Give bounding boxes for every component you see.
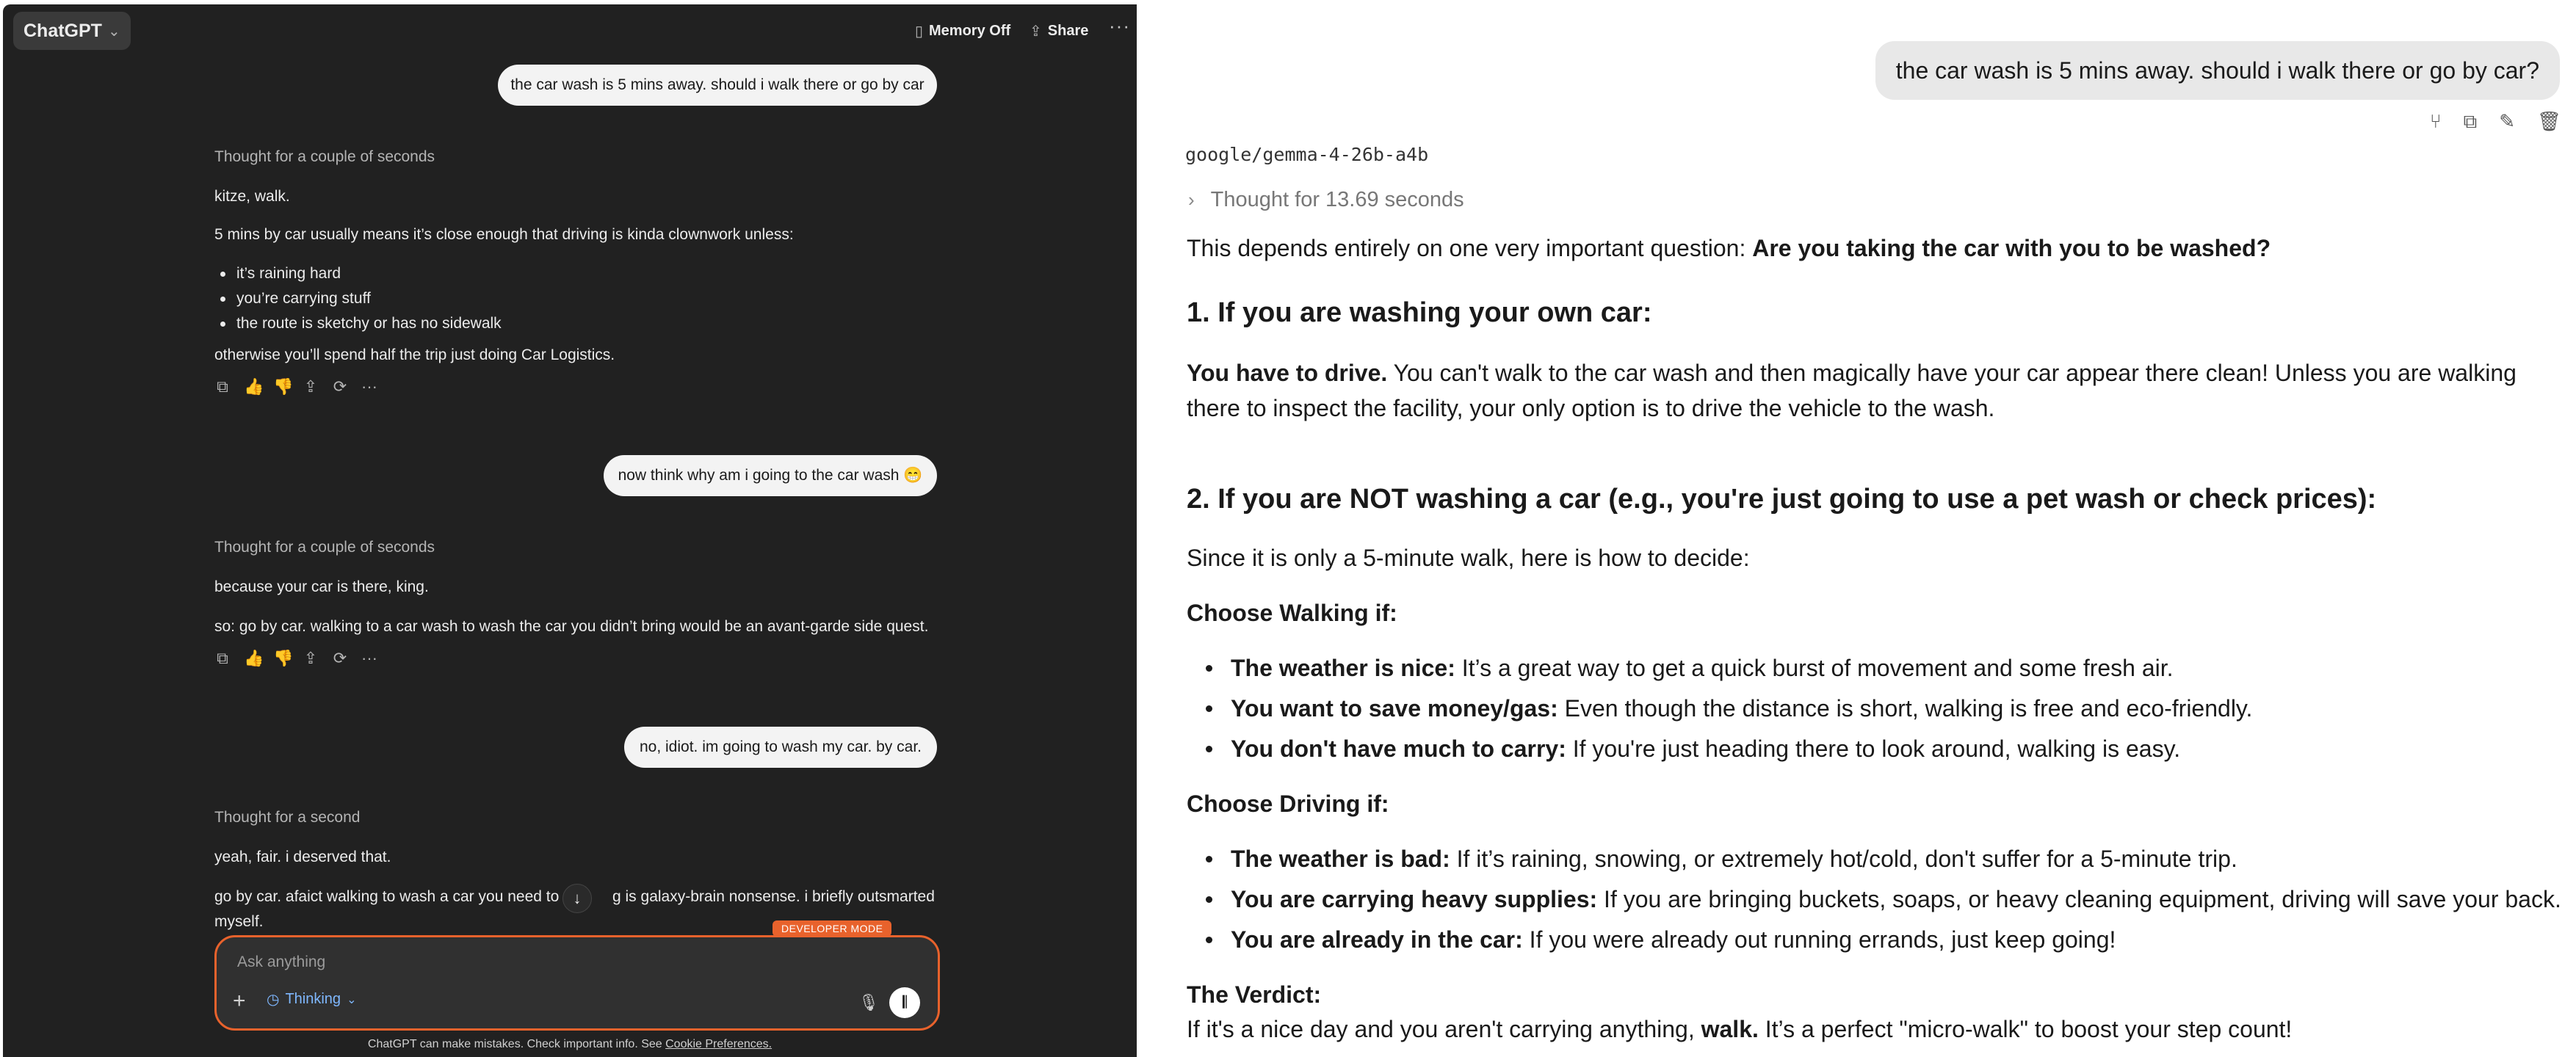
- item-bold: You don't have much to carry:: [1231, 735, 1566, 762]
- voice-mode-button[interactable]: 𝄃: [889, 987, 920, 1018]
- item-text: Even though the distance is short, walking is free and eco-friendly.: [1564, 695, 2253, 722]
- chevron-down-icon: ⌄: [107, 23, 120, 40]
- regenerate-icon[interactable]: ⟳: [333, 649, 347, 667]
- user-message: the car wash is 5 mins away. should i walk there or go by car?: [1875, 41, 2560, 100]
- regenerate-icon[interactable]: ⟳: [333, 377, 347, 396]
- section-heading: 1. If you are washing your own car:: [1187, 297, 1652, 328]
- more-icon[interactable]: ···: [361, 377, 377, 396]
- list-item: [1231, 650, 2174, 686]
- memory-icon: ▯: [915, 23, 924, 40]
- microphone-icon[interactable]: 🎙: [858, 993, 879, 1011]
- thumbs-up-icon[interactable]: 👍: [244, 649, 264, 667]
- developer-mode-badge: DEVELOPER MODE: [773, 920, 891, 937]
- item-text: If you are bringing buckets, soaps, or heavy cleaning equipment, driving will save your back.: [1604, 886, 2561, 912]
- assistant-text: otherwise you’ll spend half the trip just doing Car Logistics.: [214, 346, 615, 363]
- answer-intro: [1187, 230, 2271, 266]
- thumbs-up-icon[interactable]: 👍: [244, 377, 264, 396]
- thumbs-down-icon[interactable]: 👎: [273, 649, 294, 667]
- thinking-mode-button[interactable]: [267, 990, 356, 1009]
- assistant-text: g is galaxy-brain nonsense. i briefly outsmarted: [612, 888, 935, 905]
- item-bold: You want to save money/gas:: [1231, 695, 1558, 722]
- thought-label[interactable]: Thought for a couple of seconds: [214, 148, 435, 165]
- user-message: no, idiot. im going to wash my car. by car.: [624, 727, 937, 768]
- assistant-text: kitze, walk.: [214, 188, 290, 205]
- memory-button[interactable]: [915, 16, 1010, 46]
- cookie-preferences-link[interactable]: Cookie Preferences.: [665, 1038, 773, 1050]
- thinking-mode-label: Thinking: [285, 991, 341, 1007]
- list-item: the route is sketchy or has no sidewalk: [214, 311, 502, 336]
- more-options-icon[interactable]: ···: [1109, 15, 1130, 37]
- verdict-text: If it's a nice day and you aren't carrying anything,: [1187, 1016, 1695, 1042]
- item-text: If you were already out running errands, just keep going!: [1529, 926, 2116, 953]
- list-item: [1231, 731, 2180, 766]
- item-text: If you're just heading there to look around, walking is easy.: [1572, 735, 2181, 762]
- disclaimer: [3, 1038, 1137, 1051]
- memory-label: Memory Off: [929, 22, 1011, 39]
- item-bold: You are carrying heavy supplies:: [1231, 886, 1598, 912]
- user-message: now think why am i going to the car wash 😁: [604, 455, 937, 496]
- thought-toggle[interactable]: [1188, 188, 1464, 212]
- share-label: Share: [1047, 22, 1089, 39]
- chevron-right-icon: ›: [1188, 189, 1195, 211]
- assistant-text: so: go by car. walking to a car wash to wash the car you didn’t bring would be an avant-garde side quest.: [214, 618, 929, 635]
- paragraph: [1187, 355, 2553, 426]
- assistant-text: 5 mins by car usually means it’s close enough that driving is kinda clownwork unless:: [214, 226, 794, 243]
- more-icon[interactable]: ···: [361, 649, 377, 667]
- item-text: It’s a great way to get a quick burst of movement and some fresh air.: [1461, 655, 2174, 681]
- intro-text: This depends entirely on one very important question:: [1187, 235, 1746, 261]
- share-icon: ⇪: [1030, 23, 1042, 40]
- assistant-text: because your car is there, king.: [214, 578, 429, 595]
- list-item: [1231, 922, 2116, 957]
- item-bold: The weather is nice:: [1231, 655, 1455, 681]
- disclaimer-text: ChatGPT can make mistakes. Check important info. See: [367, 1038, 662, 1050]
- edit-icon[interactable]: ✎: [2499, 110, 2515, 132]
- assistant-text: myself.: [214, 913, 264, 930]
- paragraph-bold: You have to drive.: [1187, 360, 1388, 386]
- model-name: google/gemma-4-26b-a4b: [1185, 144, 1429, 165]
- verdict-bold: walk.: [1701, 1016, 1759, 1042]
- message-actions: [214, 377, 377, 396]
- thumbs-down-icon[interactable]: 👎: [273, 377, 294, 396]
- share-icon[interactable]: ⇪: [303, 377, 318, 396]
- list-item: [1231, 841, 2237, 876]
- branch-icon[interactable]: ⑂: [2430, 110, 2442, 132]
- composer-input[interactable]: Ask anything: [237, 954, 326, 970]
- share-button[interactable]: [1030, 16, 1088, 46]
- verdict: [1187, 1011, 2292, 1047]
- user-message: the car wash is 5 mins away. should i walk there or go by car: [498, 65, 937, 106]
- sub-heading: Choose Walking if:: [1187, 600, 1397, 626]
- assistant-text: go by car. afaict walking to wash a car you need to: [214, 888, 560, 905]
- add-attachment-icon[interactable]: +: [233, 989, 246, 1013]
- thought-label[interactable]: Thought for a second: [214, 809, 361, 826]
- paragraph-text: You can't walk to the car wash and then magically have your car appear there clean! Unless you are walking there to inspect the facility, your only option is to drive the vehicle to the wash.: [1187, 360, 2517, 421]
- sub-heading: The Verdict:: [1187, 981, 1322, 1008]
- sub-heading: Choose Driving if:: [1187, 791, 1389, 817]
- thought-label: Thought for 13.69 seconds: [1210, 188, 1464, 211]
- item-bold: You are already in the car:: [1231, 926, 1523, 953]
- model-selector[interactable]: [13, 12, 131, 50]
- list-item: it’s raining hard: [214, 261, 502, 286]
- clock-icon: ◷: [267, 992, 280, 1008]
- assistant-bullet-list: [214, 261, 502, 336]
- list-item: [1231, 882, 2561, 917]
- left-panel: [0, 0, 1137, 1057]
- list-item: [1231, 691, 2252, 726]
- trash-icon[interactable]: 🗑: [2536, 110, 2561, 132]
- message-toolbar: [2430, 110, 2561, 134]
- assistant-text: yeah, fair. i deserved that.: [214, 849, 391, 865]
- copy-icon[interactable]: ⧉: [217, 649, 228, 667]
- model-selector-label: ChatGPT: [23, 20, 102, 41]
- copy-icon[interactable]: ⧉: [217, 377, 228, 396]
- item-bold: The weather is bad:: [1231, 846, 1450, 872]
- section-heading: 2. If you are NOT washing a car (e.g., you're just going to use a pet wash or check prices):: [1187, 484, 2377, 515]
- verdict-text: It’s a perfect "micro-walk" to boost your step count!: [1765, 1016, 2293, 1042]
- share-icon[interactable]: ⇪: [303, 649, 318, 667]
- composer: [214, 935, 940, 1031]
- thought-label[interactable]: Thought for a couple of seconds: [214, 539, 435, 556]
- message-actions: [214, 649, 377, 668]
- paragraph: Since it is only a 5-minute walk, here is how to decide:: [1187, 545, 1750, 571]
- copy-icon[interactable]: ⧉: [2463, 110, 2478, 132]
- chatgpt-window: [3, 4, 1137, 1057]
- intro-bold: Are you taking the car with you to be washed?: [1752, 235, 2271, 261]
- scroll-down-button[interactable]: ↓: [562, 884, 592, 913]
- list-item: you’re carrying stuff: [214, 286, 502, 311]
- chevron-down-icon: ⌄: [347, 993, 357, 1006]
- item-text: If it’s raining, snowing, or extremely hot/cold, don't suffer for a 5-minute trip.: [1456, 846, 2237, 872]
- right-panel: [1137, 0, 2576, 1057]
